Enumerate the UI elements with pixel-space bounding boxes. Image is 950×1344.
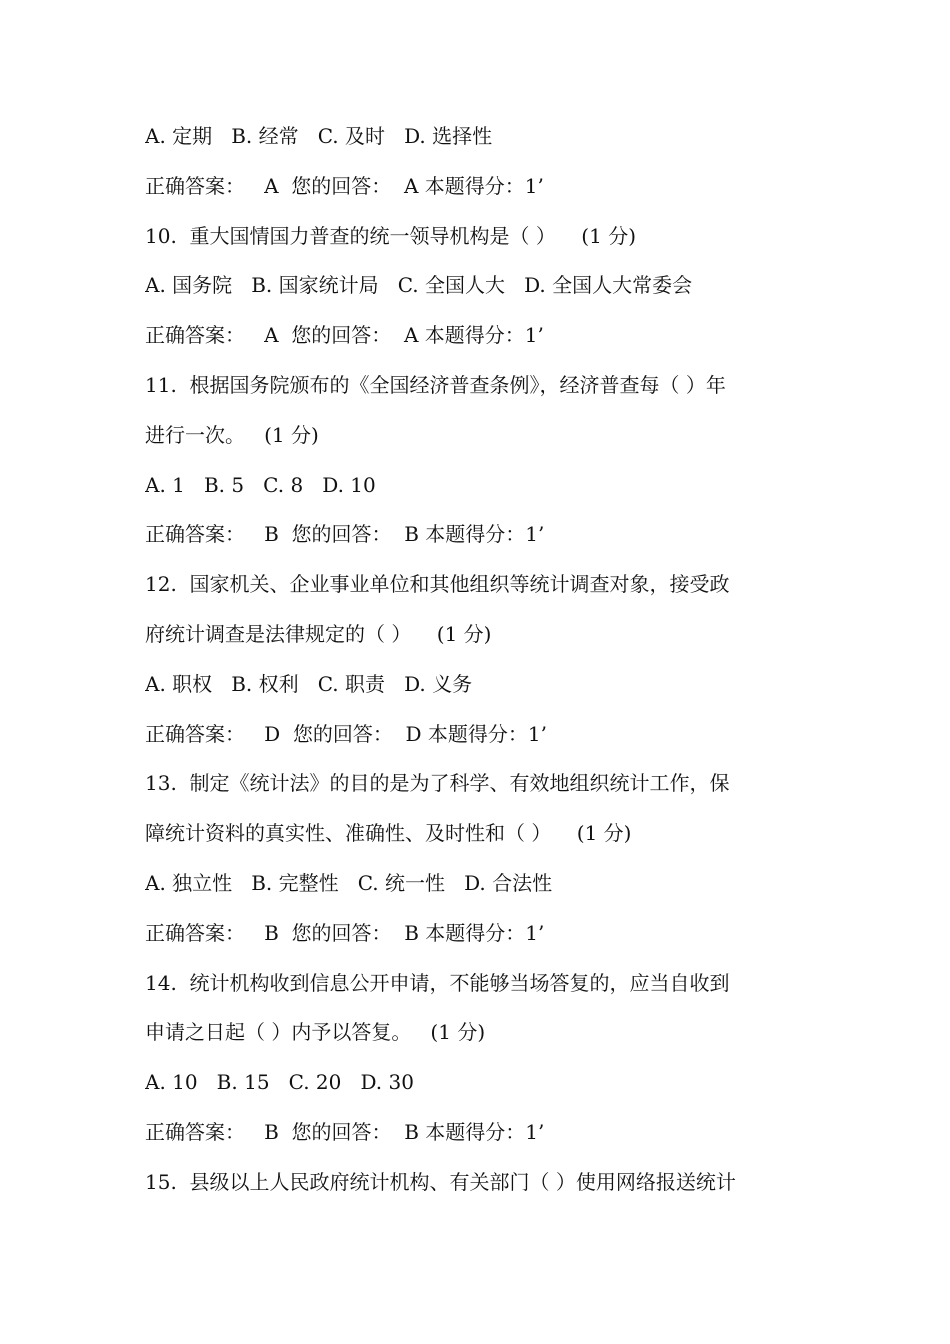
answer-options: A. 国务院 B. 国家统计局 C. 全国人大 D. 全国人大常委会 <box>145 273 693 298</box>
question-10: 10. 重大国情国力普查的统一领导机构是（ ） (1 分) <box>145 223 636 248</box>
question-13-continued: 障统计资料的真实性、准确性、及时性和（ ） (1 分) <box>145 821 632 846</box>
question-14: 14. 统计机构收到信息公开申请，不能够当场答复的，应当自收到 <box>145 970 730 995</box>
answer-result: 正确答案： D 您的回答： D 本题得分：1’ <box>145 721 548 746</box>
answer-result: 正确答案： A 您的回答： A 本题得分：1’ <box>145 173 544 198</box>
question-11-continued: 进行一次。 (1 分) <box>145 422 319 447</box>
document-body <box>145 112 815 1208</box>
answer-options: A. 独立性 B. 完整性 C. 统一性 D. 合法性 <box>145 870 553 895</box>
answer-result: 正确答案： A 您的回答： A 本题得分：1’ <box>145 323 544 348</box>
answer-options: A. 职权 B. 权利 C. 职责 D. 义务 <box>145 671 473 696</box>
question-12-continued: 府统计调查是法律规定的（ ） (1 分) <box>145 621 492 646</box>
answer-options: A. 定期 B. 经常 C. 及时 D. 选择性 <box>145 124 493 148</box>
answer-result: 正确答案： B 您的回答： B 本题得分：1’ <box>145 920 545 945</box>
question-13: 13. 制定《统计法》的目的是为了科学、有效地组织统计工作，保 <box>145 771 730 796</box>
answer-result: 正确答案： B 您的回答： B 本题得分：1’ <box>145 1119 545 1144</box>
answer-options: A. 1 B. 5 C. 8 D. 10 <box>145 472 376 497</box>
question-12: 12. 国家机关、企业事业单位和其他组织等统计调查对象，接受政 <box>145 572 730 597</box>
answer-result: 正确答案： B 您的回答： B 本题得分：1’ <box>145 522 545 547</box>
question-11: 11. 根据国务院颁布的《全国经济普查条例》，经济普查每（ ）年 <box>145 372 726 397</box>
answer-options: A. 10 B. 15 C. 20 D. 30 <box>145 1070 414 1095</box>
question-14-continued: 申请之日起（ ）内予以答复。 (1 分) <box>145 1020 486 1045</box>
question-15: 15. 县级以上人民政府统计机构、有关部门（ ）使用网络报送统计 <box>145 1169 736 1194</box>
